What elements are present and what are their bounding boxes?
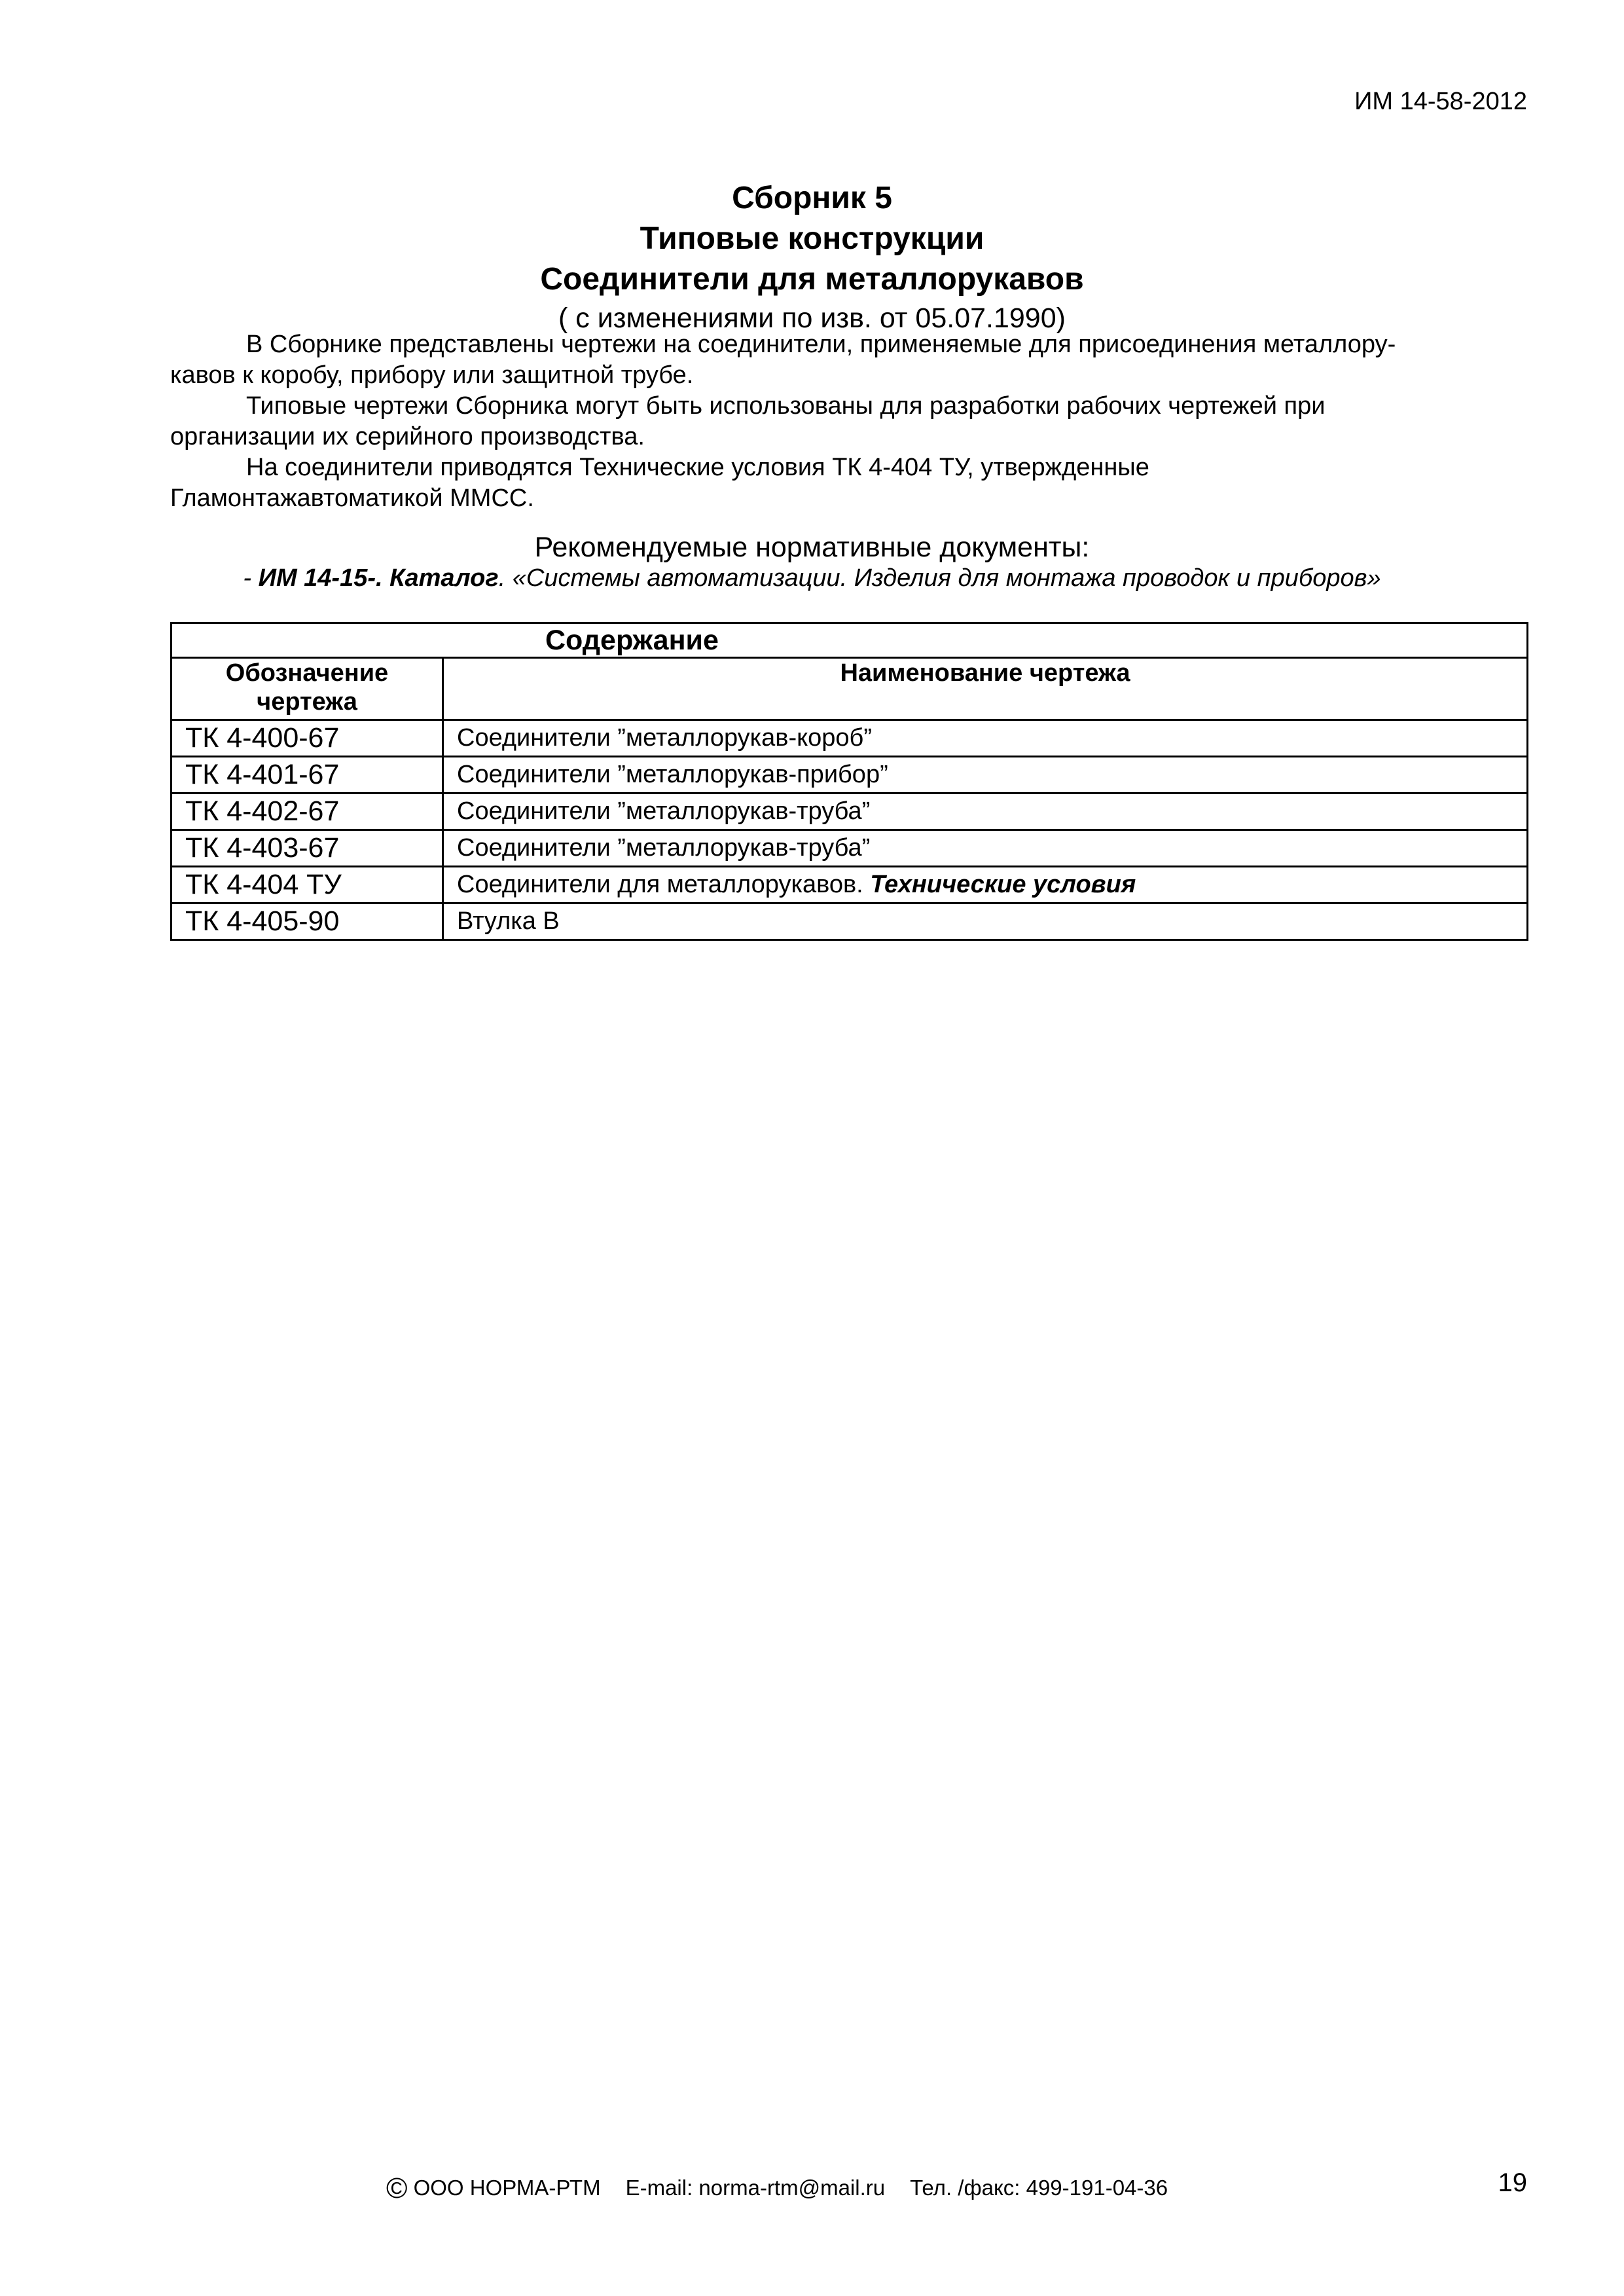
document-code: ИМ 14-58-2012: [1354, 88, 1527, 115]
paragraph-1-line-1: В Сборнике представлены чертежи на соединители, применяемые для присоединения металлору-: [246, 331, 1396, 358]
table-row: [171, 867, 1528, 903]
paragraph-3-line-2: Гламонтажавтоматикой ММСС.: [170, 484, 534, 512]
table-row: [171, 757, 1528, 793]
paragraph-1-line-2: кавов к коробу, прибору или защитной трубе.: [170, 361, 694, 389]
paragraph-3-line-1: На соединители приводятся Технические условия ТК 4-404 ТУ, утвержденные: [246, 454, 1149, 481]
drawing-name: Соединители ”металлорукав-короб”: [443, 720, 1528, 757]
table-row: [171, 793, 1528, 830]
column-header-code-line-2: чертежа: [257, 688, 357, 716]
recommended-item-title: . «Системы автоматизации. Изделия для монтажа проводок и приборов»: [498, 564, 1381, 592]
table-row: [171, 830, 1528, 867]
recommended-item-prefix: -: [243, 564, 259, 592]
drawing-code: ТК 4-403-67: [171, 830, 443, 867]
copyright-icon: ©: [386, 2172, 408, 2204]
column-header-code: [171, 658, 443, 720]
table-row: [171, 720, 1528, 757]
table-row: [171, 903, 1528, 940]
paragraph-2: [170, 391, 1519, 452]
paragraph-3: [170, 452, 1519, 514]
collection-topic: Соединители для металлорукавов: [540, 262, 1084, 297]
footer-phone: Тел. /факс: 499-191-04-36: [910, 2176, 1168, 2200]
paragraph-2-line-1: Типовые чертежи Сборника могут быть использованы для разработки рабочих чертежей при: [246, 392, 1326, 420]
contents-caption: Содержание: [171, 623, 1528, 658]
footer-email[interactable]: E-mail: norma-rtm@mail.ru: [625, 2176, 886, 2200]
recommended-item-code: ИМ 14-15-. Каталог: [258, 564, 499, 592]
paragraph-1: [170, 329, 1519, 391]
recommended-heading: Рекомендуемые нормативные документы:: [534, 532, 1090, 563]
page-number: 19: [1498, 2168, 1527, 2197]
footer: [386, 2172, 1168, 2205]
drawing-name: Соединители для металлорукавов. Технические условия: [443, 867, 1528, 903]
drawing-code: ТК 4-404 ТУ: [171, 867, 443, 903]
drawing-name: Втулка В: [443, 903, 1528, 940]
revision-note: ( с изменениями по изв. от 05.07.1990): [558, 302, 1066, 334]
drawing-code: ТК 4-400-67: [171, 720, 443, 757]
column-header-name: Наименование чертежа: [443, 658, 1528, 720]
drawing-name: Соединители ”металлорукав-труба”: [443, 830, 1528, 867]
drawing-code: ТК 4-401-67: [171, 757, 443, 793]
footer-company: ООО НОРМА-РТМ: [413, 2176, 601, 2200]
drawing-name: Соединители ”металлорукав-труба”: [443, 793, 1528, 830]
drawing-code: ТК 4-405-90: [171, 903, 443, 940]
contents-caption-row: [171, 623, 1528, 658]
collection-title: Сборник 5: [732, 181, 892, 215]
recommended-item: [0, 564, 1624, 592]
drawing-code: ТК 4-402-67: [171, 793, 443, 830]
column-header-code-line-1: Обозначение: [225, 659, 389, 687]
collection-subtitle: Типовые конструкции: [640, 221, 984, 256]
contents-table: [170, 622, 1528, 941]
title-block: [0, 178, 1624, 337]
paragraph-2-line-2: организации их серийного производства.: [170, 423, 645, 450]
contents-header-row: [171, 658, 1528, 720]
drawing-name: Соединители ”металлорукав-прибор”: [443, 757, 1528, 793]
